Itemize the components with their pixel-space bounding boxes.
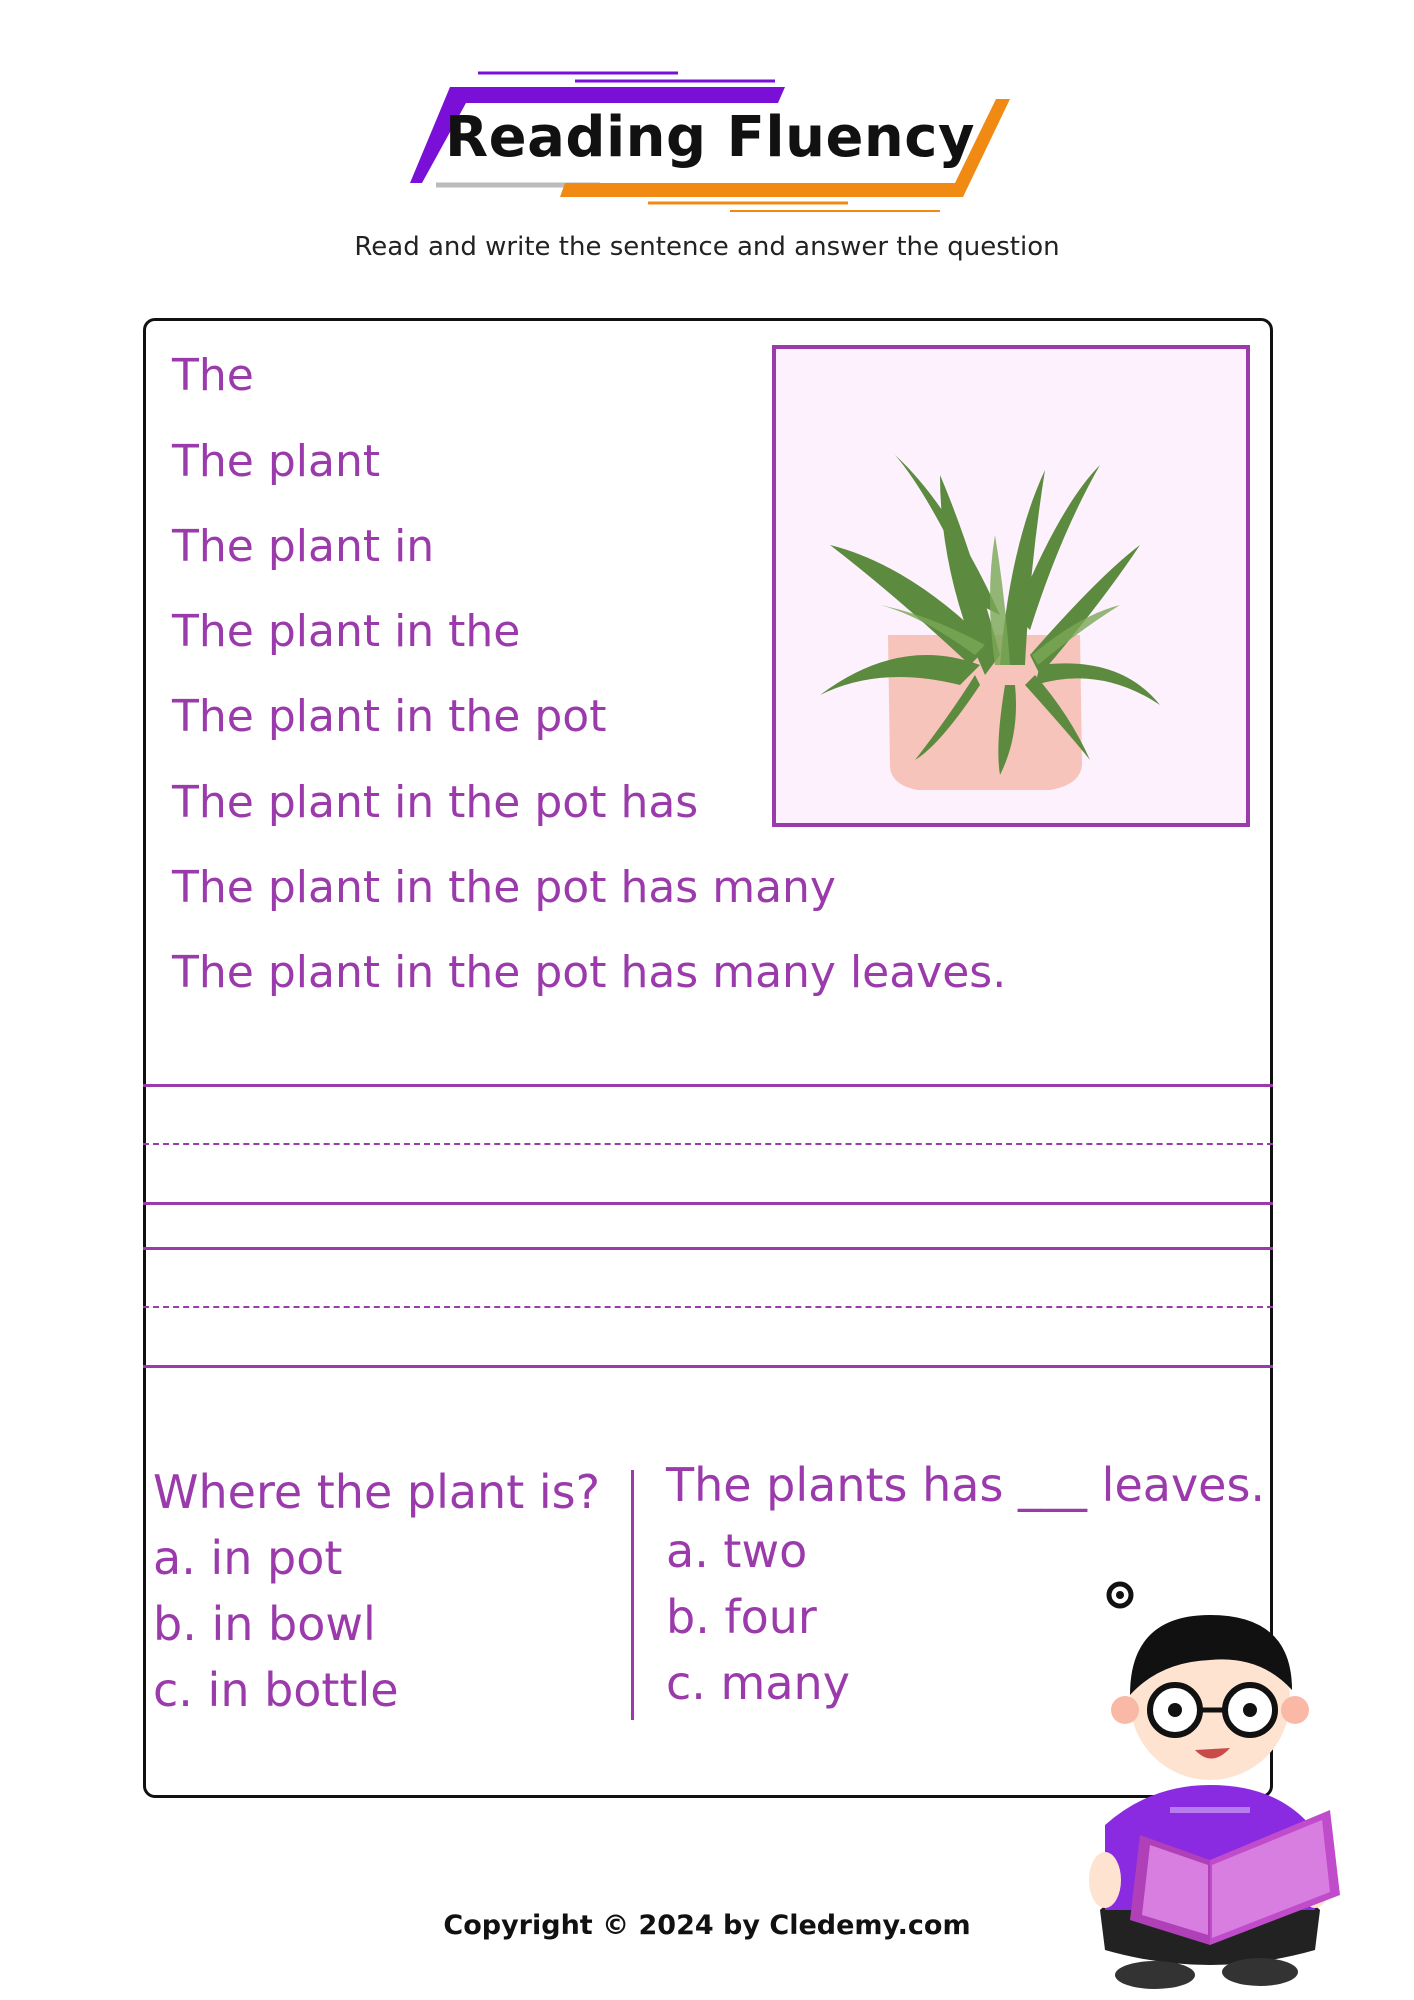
sentence-line-6: The plant in the pot has	[172, 777, 699, 828]
question-1-option-a: a. in pot	[153, 1531, 343, 1585]
page-title: Reading Fluency	[445, 105, 975, 170]
sentence-line-5: The plant in the pot	[172, 691, 607, 742]
question-2-option-a: a. two	[666, 1524, 808, 1578]
sentence-line-3: The plant in	[172, 521, 435, 572]
question-1-prompt: Where the plant is?	[153, 1465, 601, 1519]
potted-plant-icon	[800, 365, 1220, 810]
writing-line-mid	[143, 1143, 1273, 1145]
question-2-prompt: The plants has ___ leaves.	[666, 1458, 1266, 1512]
writing-line-base	[143, 1202, 1273, 1205]
writing-line-base	[143, 1365, 1273, 1368]
copyright-footer: Copyright © 2024 by Cledemy.com	[443, 1910, 971, 1941]
writing-line-top	[143, 1247, 1273, 1250]
sentence-line-1: The	[172, 350, 254, 401]
question-2-option-b: b. four	[666, 1590, 817, 1644]
writing-line-top	[143, 1084, 1273, 1087]
sentence-line-8: The plant in the pot has many leaves.	[172, 947, 1007, 998]
question-divider	[631, 1470, 634, 1720]
instructions: Read and write the sentence and answer the question	[354, 232, 1060, 262]
question-1-option-b: b. in bowl	[153, 1597, 376, 1651]
sentence-line-7: The plant in the pot has many	[172, 862, 836, 913]
writing-line-mid	[143, 1306, 1273, 1308]
sentence-line-4: The plant in the	[172, 606, 521, 657]
sentence-line-2: The plant	[172, 436, 381, 487]
question-2-option-c: c. many	[666, 1656, 850, 1710]
question-1-option-c: c. in bottle	[153, 1663, 399, 1717]
